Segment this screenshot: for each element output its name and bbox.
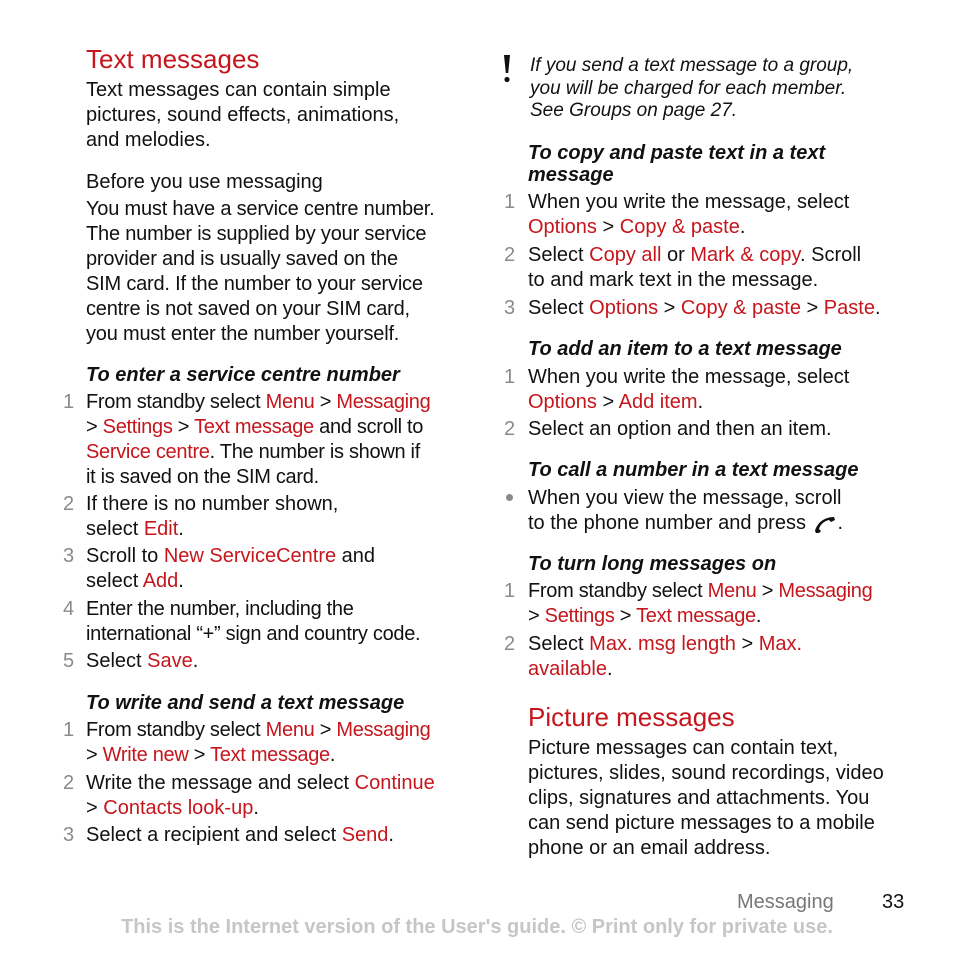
- step-number: 2: [504, 633, 516, 655]
- copy-step-1: When you write the message, select Options > Copy & paste.: [528, 191, 850, 238]
- write-new-link: Write new: [102, 744, 189, 766]
- text-line: you must enter the number yourself.: [86, 323, 400, 345]
- options-link: Options: [528, 391, 597, 413]
- service-step-2: If there is no number shown, select Edit.: [86, 493, 339, 540]
- step-text: From standby select: [86, 391, 266, 413]
- text-line: provider and is usually saved on the: [86, 248, 398, 270]
- contacts-lookup-link: Contacts look-up: [103, 797, 254, 819]
- step-text: and scroll to: [313, 416, 424, 438]
- separator: >: [741, 633, 754, 655]
- separator: >: [619, 605, 632, 627]
- step-text: From standby select: [86, 719, 266, 741]
- edit-link: Edit: [143, 518, 179, 540]
- copy-paste-heading: [528, 142, 825, 186]
- text-line: See Groups on page 27.: [530, 100, 738, 121]
- step-text: Enter the number, including the: [86, 598, 354, 620]
- save-link: Save: [147, 650, 193, 672]
- add-item-heading: To add an item to a text message: [528, 338, 842, 360]
- step-number: 3: [63, 545, 75, 567]
- send-link: Send: [341, 824, 389, 846]
- settings-link: Settings: [102, 416, 173, 438]
- separator: >: [319, 719, 332, 741]
- separator: >: [86, 744, 98, 766]
- step-text: to and mark text in the message.: [528, 269, 819, 291]
- step-text: When you view the message, scroll: [528, 487, 842, 509]
- text-line: can send picture messages to a mobile: [528, 812, 875, 834]
- max-msg-length-link: Max. msg length: [589, 633, 736, 655]
- text-message-link: Text message: [210, 744, 330, 766]
- step-text: Select a recipient and select: [86, 824, 342, 846]
- menu-link: Menu: [707, 580, 757, 602]
- copy-paste-link: Copy & paste: [680, 297, 801, 319]
- options-link: Options: [528, 216, 597, 238]
- messaging-link: Messaging: [336, 391, 431, 413]
- step-number: 4: [63, 598, 75, 620]
- separator: >: [761, 580, 774, 602]
- step-number: 5: [63, 650, 75, 672]
- separator: >: [319, 391, 332, 413]
- step-number: 1: [63, 391, 75, 413]
- picture-paragraph: [528, 736, 884, 861]
- separator: >: [86, 416, 98, 438]
- step-number: 1: [63, 719, 75, 741]
- copy-paste-link: Copy & paste: [619, 216, 740, 238]
- add-step-1: When you write the message, select Options > Add item.: [528, 366, 850, 413]
- step-text: . The number is shown if: [209, 441, 420, 463]
- new-servicecentre-link: New ServiceCentre: [163, 545, 337, 567]
- text-line: SIM card. If the number to your service: [86, 273, 423, 295]
- copy-step-3: Select Options > Copy & paste > Paste.: [528, 297, 881, 319]
- step-text: Write the message and select: [86, 772, 355, 794]
- service-step-3: Scroll to New ServiceCentre and select Add.: [86, 545, 376, 592]
- before-heading: Before you use messaging: [86, 171, 323, 193]
- add-link: Add: [142, 570, 179, 592]
- add-step-2: Select an option and then an item.: [528, 418, 832, 440]
- separator: >: [177, 416, 190, 438]
- text-line: centre is not saved on your SIM card,: [86, 298, 410, 320]
- step-text: international “+” sign and country code.: [86, 623, 421, 645]
- step-text: it is saved on the SIM card.: [86, 466, 319, 488]
- separator: >: [86, 797, 98, 819]
- text-line: Picture messages can contain text,: [528, 737, 839, 759]
- call-key-icon: [812, 514, 838, 534]
- section-title-text-messages: Text messages: [86, 44, 260, 74]
- step-text: and: [336, 545, 376, 567]
- long-step-1: From standby select Menu > Messaging > Settings > Text message.: [528, 580, 873, 627]
- service-step-1: [86, 390, 430, 490]
- text-line: The number is supplied by your service: [86, 223, 427, 245]
- footer-section-name: Messaging: [737, 891, 834, 913]
- exclamation-icon: [502, 54, 512, 84]
- separator: >: [528, 605, 540, 627]
- write-step-1: From standby select Menu > Messaging > Write new > Text message.: [86, 719, 431, 766]
- step-number: 2: [63, 772, 75, 794]
- step-number: 1: [504, 580, 516, 602]
- copy-step-2: [528, 243, 861, 293]
- mark-copy-link: Mark & copy: [690, 244, 800, 266]
- text-line: phone or an email address.: [528, 837, 771, 859]
- separator: >: [663, 297, 676, 319]
- messaging-link: Messaging: [336, 719, 431, 741]
- heading-line: To copy and paste text in a text: [528, 142, 826, 164]
- copy-all-link: Copy all: [589, 244, 662, 266]
- add-item-link: Add item: [618, 391, 698, 413]
- step-number: 3: [63, 824, 75, 846]
- step-number: 2: [504, 244, 516, 266]
- text-message-link: Text message: [636, 605, 756, 627]
- disclaimer: This is the Internet version of the User's guide. © Print only for private use.: [121, 916, 833, 938]
- step-text: When you write the message, select: [528, 366, 850, 388]
- step-number: 1: [504, 366, 516, 388]
- max-available-link: Max.: [758, 633, 803, 655]
- text-line: and melodies.: [86, 129, 211, 151]
- messaging-link: Messaging: [778, 580, 873, 602]
- service-step-5: Select Save.: [86, 650, 199, 672]
- write-step-2: Write the message and select Continue > Contacts look-up.: [86, 772, 435, 819]
- text-line: Text messages can contain simple: [86, 79, 391, 101]
- section-title-picture-messages: Picture messages: [528, 702, 735, 732]
- service-step-4: [86, 597, 420, 647]
- page-number: 33: [882, 891, 905, 913]
- service-centre-link: Service centre: [86, 441, 210, 463]
- text-line: You must have a service centre number.: [86, 198, 435, 220]
- long-messages-heading: To turn long messages on: [528, 553, 777, 575]
- menu-link: Menu: [265, 391, 315, 413]
- bullet-icon: [506, 494, 513, 501]
- continue-link: Continue: [354, 772, 435, 794]
- step-text: If there is no number shown,: [86, 493, 339, 515]
- paste-link: Paste: [823, 297, 875, 319]
- step-text: Select: [528, 633, 590, 655]
- separator: >: [602, 391, 615, 413]
- step-number: 3: [504, 297, 516, 319]
- step-text: Scroll to: [86, 545, 164, 567]
- text-line: you will be charged for each member.: [530, 77, 847, 99]
- text-message-link: Text message: [194, 416, 314, 438]
- group-charge-note: [530, 55, 853, 123]
- step-text: When you write the message, select: [528, 191, 850, 213]
- step-text: select: [86, 570, 143, 592]
- write-send-heading: To write and send a text message: [86, 692, 405, 714]
- step-text: Select: [86, 650, 148, 672]
- options-link: Options: [589, 297, 659, 319]
- settings-link: Settings: [544, 605, 615, 627]
- step-number: 2: [504, 418, 516, 440]
- step-text: select: [86, 518, 144, 540]
- text-line: clips, signatures and attachments. You: [528, 787, 870, 809]
- separator: >: [602, 216, 615, 238]
- step-text: Select: [528, 297, 590, 319]
- text-line: If you send a text message to a group,: [530, 55, 854, 76]
- call-step: When you view the message, scroll to the phone number and press .: [528, 487, 844, 534]
- step-text: From standby select: [528, 580, 708, 602]
- step-number: 1: [504, 191, 516, 213]
- separator: >: [193, 744, 206, 766]
- intro-paragraph: [86, 78, 399, 153]
- text-line: pictures, slides, sound recordings, video: [528, 762, 884, 784]
- call-number-heading: To call a number in a text message: [528, 459, 859, 481]
- max-available-link: available: [528, 658, 607, 680]
- heading-line: message: [528, 164, 614, 186]
- menu-link: Menu: [265, 719, 315, 741]
- step-text: to the phone number and press: [528, 512, 812, 534]
- text-line: pictures, sound effects, animations,: [86, 104, 400, 126]
- long-step-2: Select Max. msg length > Max. available.: [528, 633, 803, 680]
- step-number: 2: [63, 493, 75, 515]
- step-text: . Scroll: [800, 244, 862, 266]
- before-paragraph: [86, 197, 435, 347]
- separator: >: [806, 297, 819, 319]
- service-centre-heading: To enter a service centre number: [86, 364, 400, 386]
- step-text: Select: [528, 244, 590, 266]
- step-text: or: [661, 244, 691, 266]
- write-step-3: Select a recipient and select Send.: [86, 824, 394, 846]
